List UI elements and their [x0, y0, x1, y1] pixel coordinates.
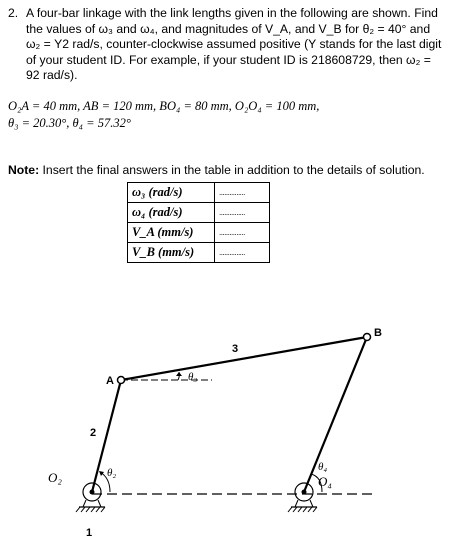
label-link-1: 1	[86, 527, 93, 539]
answer-blank[interactable]: ...............	[215, 243, 270, 263]
answer-blank[interactable]: ...............	[215, 203, 270, 223]
answer-label: V_A (mm/s)	[128, 223, 215, 243]
link-3	[121, 337, 367, 380]
label-a: A	[106, 375, 114, 387]
problem-statement	[8, 6, 444, 84]
four-bar-linkage-diagram	[0, 310, 453, 554]
table-row	[128, 243, 270, 263]
ground-pivot-o2	[76, 483, 105, 512]
table-row	[128, 183, 270, 203]
note	[8, 163, 425, 177]
given-parameters	[8, 98, 319, 132]
label-link-2: 2	[90, 427, 97, 439]
label-theta4: θ₄	[318, 461, 328, 473]
problem-number: 2.	[8, 6, 19, 20]
note-text: Insert the final answers in the table in addition to the details of solution.	[39, 163, 425, 177]
joint-b	[364, 334, 371, 341]
answer-label: V_B (mm/s)	[128, 243, 215, 263]
answer-blank[interactable]: ...............	[215, 223, 270, 243]
label-theta3: θ₃	[188, 371, 198, 383]
note-prefix: Note:	[8, 163, 40, 177]
label-b: B	[374, 327, 382, 339]
link-4	[304, 337, 367, 492]
answer-blank[interactable]: ...............	[215, 183, 270, 203]
answer-table	[127, 182, 270, 263]
answer-label: ω₃ (rad/s)	[128, 183, 215, 203]
label-o2: O₂	[48, 470, 62, 485]
ground-pivot-o4	[288, 483, 317, 512]
label-theta2: θ₂	[107, 467, 117, 479]
problem-text: A four-bar linkage with the link lengths given in the following are shown. Find the values of ω₃ and ω₄, and magnitudes of V_A, and V_B for θ₂ = 40° and ω₂ = Y2 rad/s, counter-clockwise assumed positive (Y stands for the last digit of your student ID. For example, if your student ID is 218608729, then ω₂ = 92 rad/s).	[26, 6, 442, 83]
label-o4: O₄	[318, 474, 332, 489]
answer-label: ω₄ (rad/s)	[128, 203, 215, 223]
theta2-arrowhead	[99, 471, 104, 476]
theta3-arrowhead	[176, 372, 182, 376]
joint-a	[118, 377, 125, 384]
params-line-1: O₂A = 40 mm, AB = 120 mm, BO₄ = 80 mm, O₂O₄ = 100 mm,	[8, 99, 320, 113]
label-link-3: 3	[232, 343, 239, 355]
params-line-2: θ₃ = 20.30°, θ₄ = 57.32°	[8, 116, 131, 130]
table-row	[128, 223, 270, 243]
table-row	[128, 203, 270, 223]
